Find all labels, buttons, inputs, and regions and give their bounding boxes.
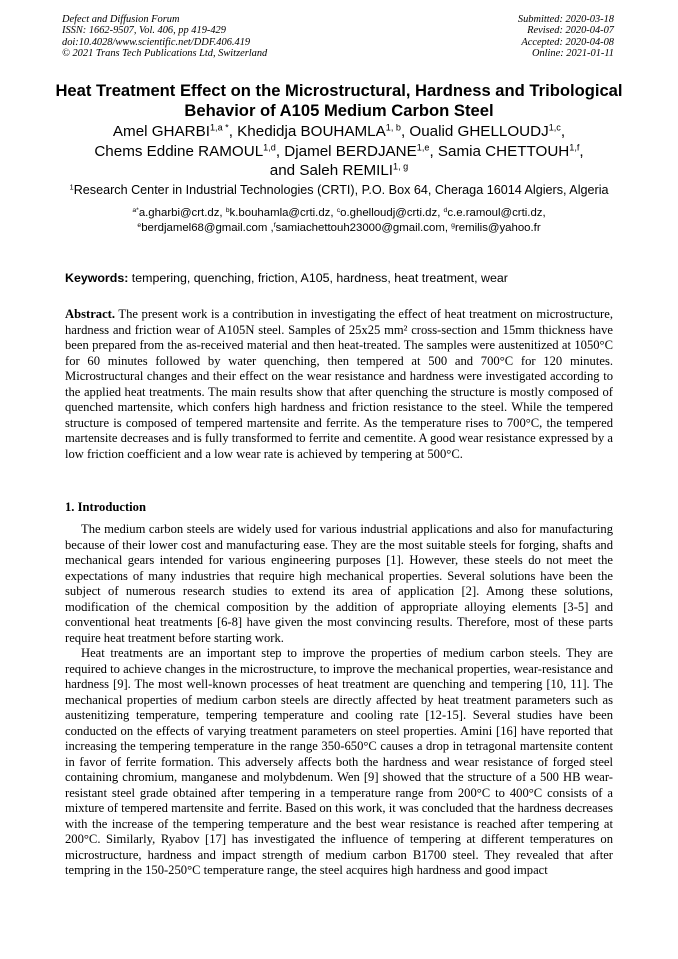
author-sup: 1,a * <box>209 122 229 133</box>
email[interactable]: k.bouhamla@crti.dz <box>229 207 331 219</box>
author: Khedidja BOUHAMLA <box>237 123 386 140</box>
revised-date: Revised: 2020-04-07 <box>527 25 614 37</box>
author-sup: 1,d <box>263 142 276 153</box>
email-sup: b <box>225 206 230 214</box>
paragraph: The medium carbon steels are widely used for various industrial applications and also for manufacturing because of their lower cost and manufacturing ease. They are the most suitable steels for forging, shafts and mechanical gears intended for various engineering purposes [1]. However, these steels do not meet the expectations of many industries that require high mechanical properties. Several solutions have been the subject of numerous research studies to extend its area of application [2]. Among these solutions, modification of the chemical composition by the addition of appropriate alloying elements [3-5] and conventional heat treatments [6-8] have given the most convincing results. Therefore, most of these parts require heat treatment before starting work. <box>65 522 613 645</box>
authors: Amel $GHARBI^{1,a *}$, Khedidja BOUHAMLA$^{1, b}$, Oualid GHELLOUDJ$^{1,c}$, Chems Eddine RAMOUL$^{1,d}$, Djamel BERDJANE$^{1,e}$, Samia CHETTOUH$^{1,f}$, and Saleh REMILI$^{1, g}$ <box>94 122 584 180</box>
author-sup: 1,c <box>548 122 561 133</box>
email-sup: a* <box>132 206 139 214</box>
issn: ISSN: 1662-9507, Vol. 406, pp 419-429 <box>62 25 226 37</box>
author: and Saleh REMILI <box>269 162 394 180</box>
affiliation <box>40 183 638 197</box>
keywords-text: tempering, quenching, friction, A105, hardness, heat treatment, wear <box>128 271 508 285</box>
email-sup: c <box>336 206 341 214</box>
author-sup: 1,f <box>569 142 580 153</box>
introduction <box>65 522 613 879</box>
dates <box>518 14 614 59</box>
keywords <box>65 271 625 285</box>
author: Amel GHARBI <box>112 123 210 140</box>
email-sup: f <box>273 221 276 229</box>
email[interactable]: a.gharbi@crt.dz <box>138 207 220 219</box>
copyright: © 2021 Trans Tech Publications Ltd, Switzerland <box>62 47 268 59</box>
email-sup: d <box>443 206 448 214</box>
email-sup: g <box>451 221 455 229</box>
paragraph: Heat treatments are an important step to improve the properties of medium carbon steels. They are required to achieve changes in the microstructure, to improve the mechanical properties, wear-resistance and hardness [9]. The most well-known processes of heat treatment are quenching and tempering [10, 11]. The mechanical properties of medium carbon steels are directly affected by heat treatment parameters such as austenitizing temperature, tempering temperature and cooling rate [12-15]. Several studies have been conducted on the effects of varying treatment parameters on steel properties. Amini [16] have reported that increasing the tempering temperature in the range 350-650°C causes a drop in tetragonal martensite content in favor of ferrite formation. This adversely affects both the hardness and wear resistance of forged steel containing chromium, manganese and molybdenum. Wen [9] showed that the structure of a 500 HB wear-resistant steel grade obtained after tempering in a temperature range from 200°C to 400°C consists of a mixture of tempered martensite and ferrite. Based on this work, it was concluded that the hardness decreases with the increase of the tempering temperature and the best wear resistance is reached after tempering at 200°C. Similarly, Ryabov [17] has investigated the influence of tempering at different temperatures on microstructure, hardness and impact strength of medium carbon B1700 steel. They revealed that after tempring in the 150-250°C temperature range, the steel acquires high hardness and good impact <box>65 646 613 877</box>
journal-name: Defect and Diffusion Forum <box>62 14 180 25</box>
email[interactable]: c.e.ramoul@crti.dz <box>447 207 543 219</box>
abstract <box>65 307 613 462</box>
email[interactable]: berdjamel68@gmail.com <box>141 222 268 234</box>
email[interactable]: o.ghelloudj@crti.dz <box>340 207 438 219</box>
author: Samia CHETTOUH <box>437 142 570 160</box>
title-line: Behavior of A105 Medium Carbon Steel <box>184 100 494 120</box>
abstract-label: Abstract. <box>65 307 116 321</box>
author-sup: 1, b <box>385 122 401 133</box>
doi: doi:10.4028/www.scientific.net/DDF.406.419 <box>62 36 251 48</box>
submitted-date: Submitted: 2020-03-18 <box>517 14 614 25</box>
author-sup: 1,e <box>416 142 430 153</box>
online-date: Online: 2021-01-11 <box>531 47 614 59</box>
abstract-text: The present work is a contribution in investigating the effect of heat treatment on microstructure, hardness and friction wear of A105N steel. Samples of 25x25 mm² cross-section and 15mm thickness have been prepared from the as-received material and then heat-treated. The samples were austenitized at 1050°C for 60 minutes followed by water quenching, then tempered at 500 and 700°C for 120 minutes. Microstructural changes and their effect on the wear resistance and hardness were investigated according to the applied heat treatments. The main results show that after quenching the structure is mostly composed of quenched martensite, which confers high hardness and friction resistance to the steel. While the tempered structure is composed of tempered martensite and ferrite. As the temperature rises to 700°C, the tempered martensite decreases and is fully transformed to ferrite and cementite. A good wear resistance expressed by a low friction coefficient and a low wear rate is achieved by tempering at 500°C. <box>65 307 613 461</box>
accepted-date: Accepted: 2020-04-08 <box>521 36 614 48</box>
author: Chems Eddine RAMOUL <box>94 142 264 160</box>
email-sup: e <box>137 221 142 229</box>
author-sup: 1, g <box>393 161 409 172</box>
affiliation-sup: 1 <box>69 182 74 192</box>
paper-title <box>50 81 628 120</box>
emails: $^{a*}$a.gharbi@crt.dz, $^b$k.bouhamla@crti.dz, $^c$o.ghelloudj@crti.dz, $^d$c.e.ramoul@crti.dz, $^e$berdjamel68@gmail.com ,$^f$samiachettouh23000@gmail.com, $^g$remilis@yahoo.fr <box>132 206 546 234</box>
author: Djamel BERDJANE <box>284 142 417 160</box>
affiliation-text: Research Center in Industrial Technologies (CRTI), P.O. Box 64, Cheraga 16014 Algiers, Algeria <box>73 183 609 197</box>
title-line: Heat Treatment Effect on the Microstructural, Hardness and Tribological <box>55 81 623 100</box>
email[interactable]: remilis@yahoo.fr <box>454 222 541 234</box>
author: Oualid GHELLOUDJ <box>409 123 549 140</box>
section-heading: 1. Introduction <box>65 500 146 514</box>
journal-info <box>62 14 267 59</box>
keywords-label: Keywords: <box>65 271 129 285</box>
email[interactable]: samiachettouh23000@gmail.com <box>275 222 445 234</box>
